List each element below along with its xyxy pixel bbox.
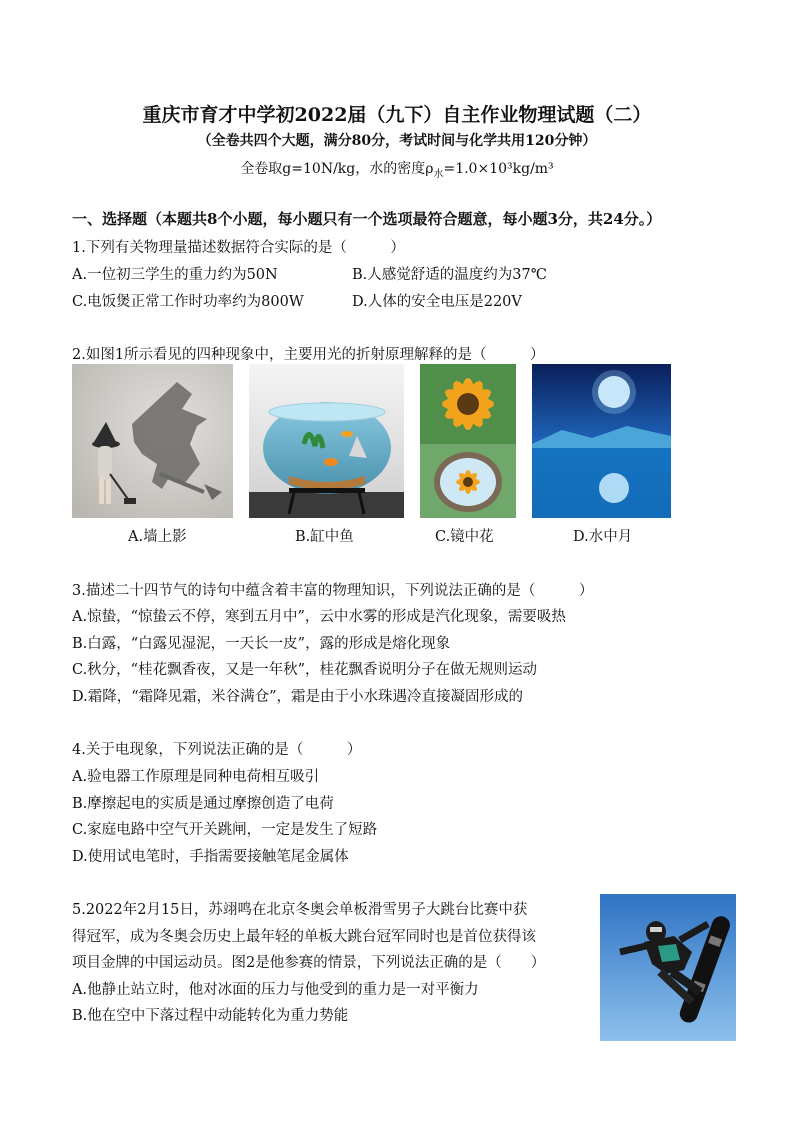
- q4-stem: 4.关于电现象，下列说法正确的是（ ）: [72, 742, 362, 758]
- q5-stem-line3: 项目金牌的中国运动员。图2是他参赛的情景，下列说法正确的是（ ）: [72, 955, 546, 971]
- q3-option-d: D.霜降，“霜降见霜，米谷满仓”，霜是由于小水珠遇冷直接凝固形成的: [72, 689, 524, 705]
- q1-option-d: D.人体的安全电压是220V: [352, 294, 522, 310]
- caption-a: A.墙上影: [128, 529, 187, 545]
- q3-stem: 3.描述二十四节气的诗句中蕴含着丰富的物理知识，下列说法正确的是（ ）: [72, 583, 594, 599]
- constants-suffix: =1.0×10³kg/m³: [443, 161, 554, 177]
- q1-option-a: A.一位初三学生的重力约为50N: [72, 267, 278, 283]
- q4-option-a: A.验电器工作原理是同种电荷相互吸引: [72, 769, 320, 785]
- q4-option-d: D.使用试电笔时，手指需要接触笔尾金属体: [72, 849, 349, 865]
- q4-option-b: B.摩擦起电的实质是通过摩擦创造了电荷: [72, 796, 334, 812]
- q4-option-c: C.家庭电路中空气开关跳闸，一定是发生了短路: [72, 822, 378, 838]
- section-heading: 一、选择题（本题共8个小题，每小题只有一个选项最符合题意，每小题3分，共24分。）: [72, 210, 662, 228]
- constants-sub: 水: [433, 168, 444, 180]
- snowboarder-image: [600, 894, 736, 1041]
- q5-option-a: A.他静止站立时，他对冰面的压力与他受到的重力是一对平衡力: [72, 982, 479, 998]
- q5-option-b: B.他在空中下落过程中动能转化为重力势能: [72, 1008, 349, 1024]
- constants-line: [0, 158, 794, 180]
- q1-stem: 1.下列有关物理量描述数据符合实际的是（ ）: [72, 240, 405, 256]
- exam-info: （全卷共四个大题，满分80分，考试时间与化学共用120分钟）: [197, 133, 597, 149]
- caption-c: C.镜中花: [435, 529, 494, 545]
- wall-shadow-image: [72, 364, 233, 518]
- caption-b: B.缸中鱼: [295, 529, 354, 545]
- q1-option-b: B.人感觉舒适的温度约为37℃: [352, 267, 547, 283]
- caption-d: D.水中月: [573, 529, 633, 545]
- q5-stem-line2: 得冠军，成为冬奥会历史上最年轻的单板大跳台冠军同时也是首位获得该: [72, 929, 536, 945]
- q3-option-b: B.白露，“白露见湿泥，一天长一皮”，露的形成是熔化现象: [72, 636, 451, 652]
- constants-prefix: 全卷取g=10N/kg，水的密度ρ: [240, 161, 434, 177]
- fishbowl-image: [249, 364, 404, 518]
- q5-stem-line1: 5.2022年2月15日，苏翊鸣在北京冬奥会单板滑雪男子大跳台比赛中获: [72, 902, 528, 918]
- flower-mirror-image: [420, 364, 516, 518]
- q2-stem: 2.如图1所示看见的四种现象中，主要用光的折射原理解释的是（ ）: [72, 347, 545, 363]
- q3-option-a: A.惊蛰，“惊蛰云不停，寒到五月中”，云中水雾的形成是汽化现象，需要吸热: [72, 609, 566, 625]
- q3-option-c: C.秋分，“桂花飘香夜，又是一年秋”，桂花飘香说明分子在做无规则运动: [72, 662, 538, 678]
- moon-water-image: [532, 364, 671, 518]
- page-title: 重庆市育才中学初2022届（九下）自主作业物理试题（二）: [142, 104, 652, 126]
- q1-option-c: C.电饭煲正常工作时功率约为800W: [72, 294, 304, 310]
